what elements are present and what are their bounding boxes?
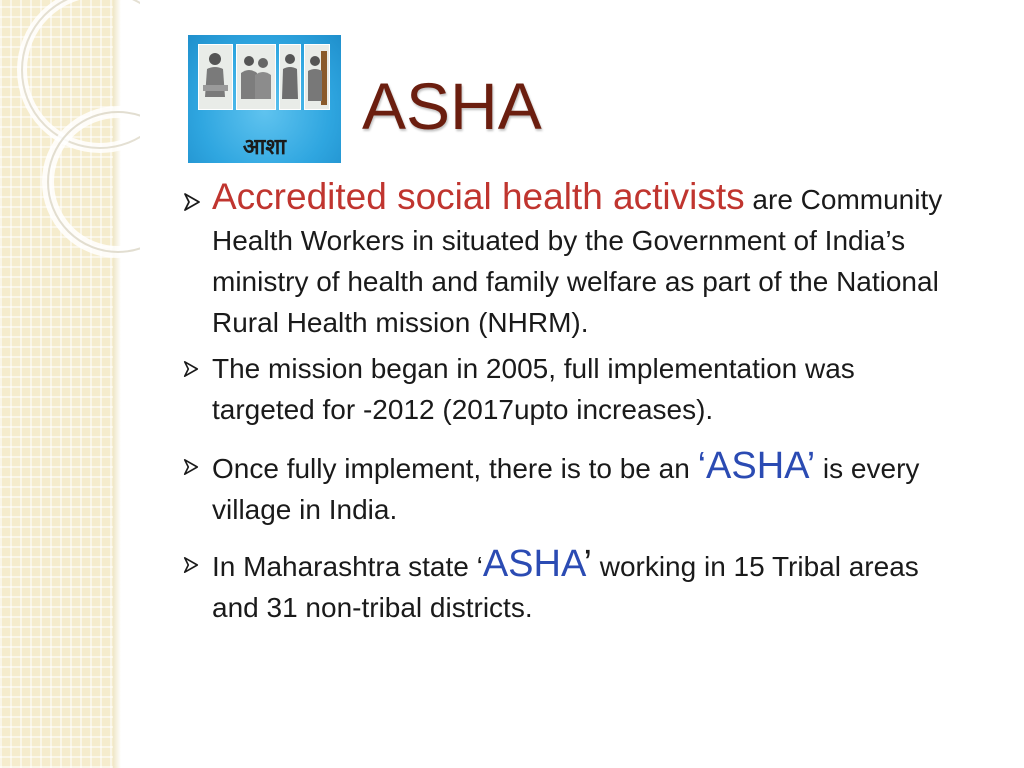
bullet-highlight: Accredited social health activists	[212, 176, 745, 217]
logo-panel-4	[304, 44, 330, 110]
bullet-text: is every village in India.	[212, 453, 920, 525]
quote-open: ‘	[476, 551, 483, 582]
bullet-text: working in 15 Tribal areas and 31 non-tribal districts.	[212, 551, 919, 623]
logo-panel-2	[236, 44, 276, 110]
bullet-item	[178, 348, 948, 430]
arrow-bullet-icon	[182, 360, 200, 378]
bullet-text: Community Health Workers in situated by the Government of India’s ministry of health and family welfare as part of the National Rural Health mission (NHRM).	[212, 184, 943, 338]
asha-highlight: ASHA	[482, 543, 584, 585]
decorative-swirl	[0, 0, 140, 330]
arrow-bullet-icon	[182, 192, 202, 212]
bullet-item	[178, 544, 948, 628]
logo-panel-1	[198, 44, 233, 110]
arrow-bullet-icon	[182, 458, 200, 476]
bullet-list	[178, 176, 948, 628]
bullet-text: In Maharashtra state	[212, 551, 477, 582]
logo-script-text: आशा	[242, 134, 287, 160]
bullet-text: are	[744, 184, 793, 215]
slide-title: ASHA	[362, 69, 542, 143]
asha-logo	[188, 35, 341, 163]
quote-close: ’	[583, 543, 592, 585]
person-icon	[199, 45, 232, 109]
bullet-item	[178, 176, 948, 343]
person-icon	[280, 45, 300, 109]
quote-open: ‘	[697, 445, 707, 487]
logo-panel-3	[279, 44, 301, 110]
bullet-item	[178, 446, 948, 530]
bullet-text: The mission began in 2005, full implementation was targeted for -2012 (2017upto increases).	[212, 353, 855, 425]
asha-highlight: ASHA	[706, 445, 807, 487]
bullet-text: Once fully implement, there is to be an	[212, 453, 698, 484]
person-icon	[305, 45, 329, 109]
arrow-bullet-icon	[182, 556, 200, 574]
quote-close: ’	[806, 445, 816, 487]
group-icon	[237, 45, 275, 109]
